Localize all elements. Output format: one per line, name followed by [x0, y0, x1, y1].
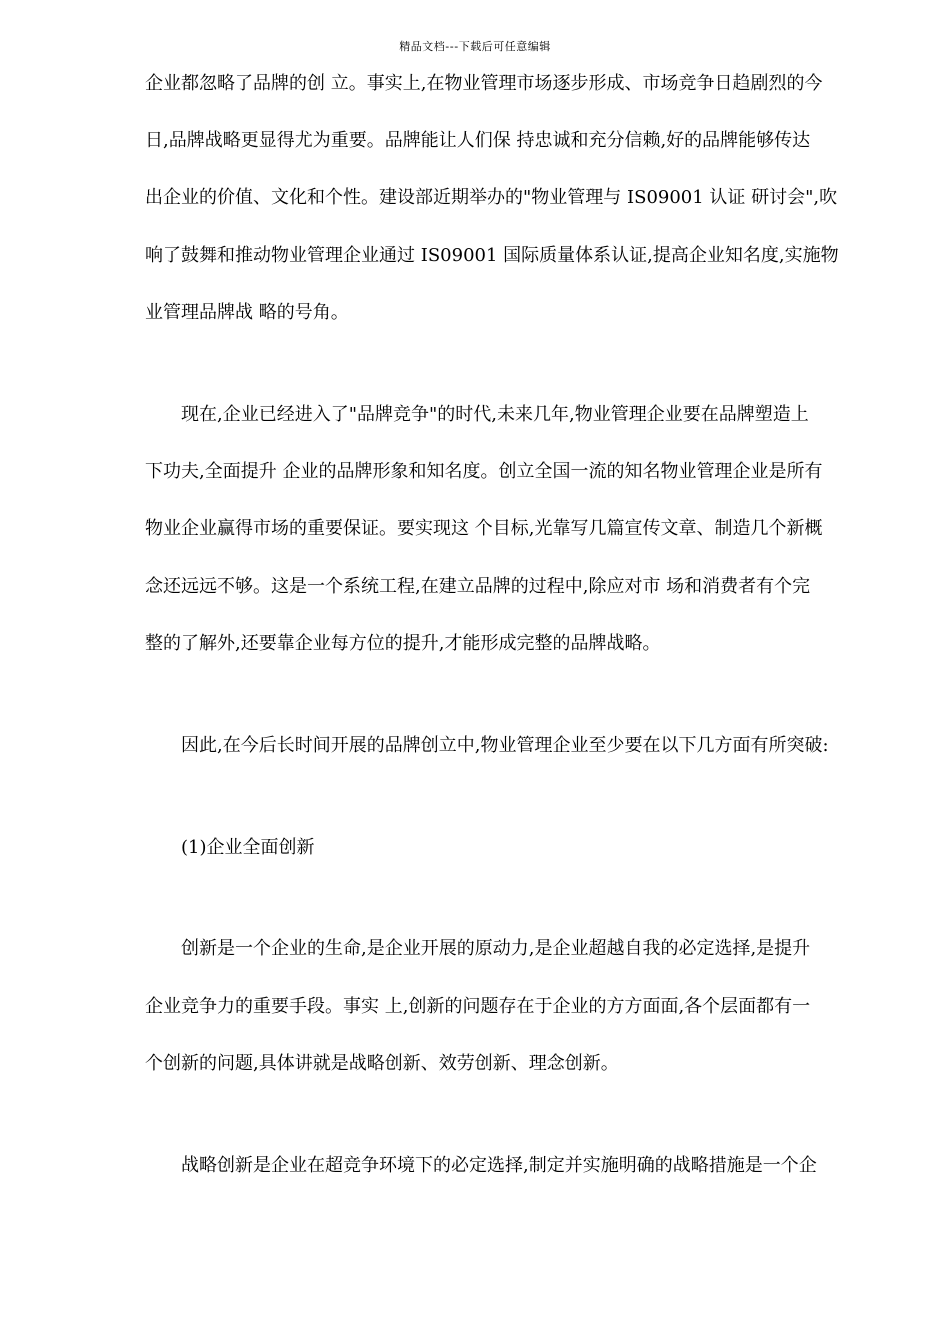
text-line: 下功夫,全面提升 企业的品牌形象和知名度。创立全国一流的知名物业管理企业是所有 [145, 461, 823, 482]
section-heading: (1)企业全面创新 [145, 837, 315, 858]
page-header: 精品文档---下载后可任意编辑 [399, 40, 551, 53]
text-line: 物业企业赢得市场的重要保证。要实现这 个目标,光靠写几篇宣传文章、制造几个新概 [145, 518, 823, 539]
text-line: 出企业的价值、文化和个性。建设部近期举办的"物业管理与 IS09001 认证 研讨会",吹 [145, 187, 838, 208]
text-line: 企业都忽略了品牌的创 立。事实上,在物业管理市场逐步形成、市场竞争日趋剧烈的今 [145, 73, 823, 94]
text-line: 因此,在今后长时间开展的品牌创立中,物业管理企业至少要在以下几方面有所突破: [145, 735, 829, 756]
text-line: 战略创新是企业在超竞争环境下的必定选择,制定并实施明确的战略措施是一个企 [145, 1155, 817, 1176]
text-line: 念还远远不够。这是一个系统工程,在建立品牌的过程中,除应对市 场和消费者有个完 [145, 576, 811, 597]
text-line: 业管理品牌战 略的号角。 [145, 302, 349, 323]
text-line: 日,品牌战略更显得尤为重要。品牌能让人们保 持忠诚和充分信赖,好的品牌能够传达 [145, 130, 811, 151]
text-line: 个创新的问题,具体讲就是战略创新、效劳创新、理念创新。 [145, 1053, 619, 1074]
text-line: 创新是一个企业的生命,是企业开展的原动力,是企业超越自我的必定选择,是提升 [145, 938, 811, 959]
text-line: 企业竞争力的重要手段。事实 上,创新的问题存在于企业的方方面面,各个层面都有一 [145, 996, 811, 1017]
text-line: 整的了解外,还要靠企业每方位的提升,才能形成完整的品牌战略。 [145, 633, 661, 654]
text-line: 响了鼓舞和推动物业管理企业通过 IS09001 国际质量体系认证,提高企业知名度,实施物 [145, 245, 839, 266]
text-line: 现在,企业已经进入了"品牌竞争"的时代,未来几年,物业管理企业要在品牌塑造上 [145, 404, 809, 425]
